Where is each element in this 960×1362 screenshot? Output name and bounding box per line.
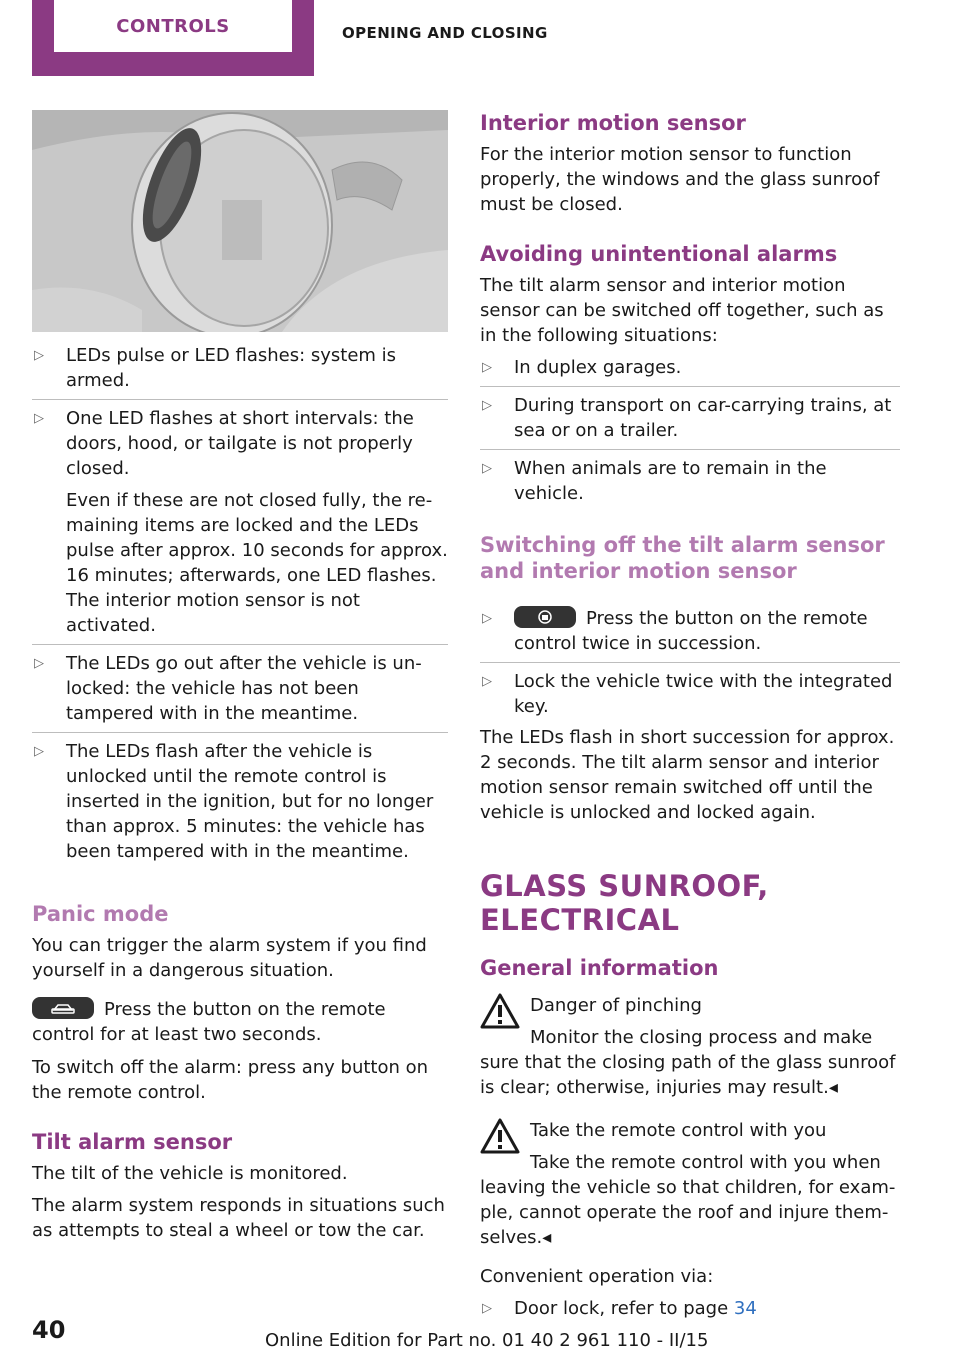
triangle-right-icon: ▷ [482,611,492,626]
divider [480,662,900,663]
divider [32,399,448,400]
section-label: OPENING AND CLOSING [342,24,548,42]
warning-title: Take the remote control with you [530,1120,827,1141]
warning-triangle-icon [480,1118,520,1154]
list-item-note: Even if these are not closed fully, the remaining items are locked and the LEDs pulse after approx. 10 seconds for approx. 16 minutes; afterwards, one LED flashes. The interior motion sensor is not activated. [66,490,448,636]
avoid-alarms-list [480,355,900,506]
divider [32,644,448,645]
avoid-alarms-text: The tilt alarm sensor and interior motion sensor can be switched off together, such as in the following situations: [480,275,884,346]
convenient-operation-list [480,1296,900,1321]
right-column [480,110,900,1321]
list-item: ▷ When animals are to remain in the vehicle. [482,458,827,504]
divider [480,449,900,450]
warning-remote [480,1118,900,1250]
warning-text: Take the remote control with you when leaving the vehicle so that children, for example, cannot operate the roof and injure themselves.◂ [480,1152,896,1248]
header-tab [32,0,314,76]
left-column [32,110,448,1243]
triangle-right-icon: ▷ [482,461,492,476]
warning-title: Danger of pinching [530,995,702,1016]
list-item: ▷ Press the button on the remote control twice in succession. [482,608,868,654]
triangle-right-icon: ▷ [482,1301,492,1316]
triangle-right-icon: ▷ [34,411,44,426]
tilt-alarm-p2: The alarm system responds in situations such as attempts to steal a wheel or tow the car. [32,1195,445,1241]
warning-pinching [480,993,900,1100]
interior-motion-text: For the interior motion sensor to function properly, the windows and the glass sunroof must be closed. [480,144,880,215]
divider [32,732,448,733]
list-item: ▷ Door lock, refer to page 34 [482,1298,757,1319]
panic-mode-intro: You can trigger the alarm system if you find yourself in a dangerous situation. [32,935,427,981]
warning-text: Monitor the closing process and make sure that the closing path of the glass sunroof is clear; otherwise, injuries may result.◂ [480,1027,896,1098]
triangle-right-icon: ▷ [34,656,44,671]
lock-key-button-icon [514,606,576,628]
triangle-right-icon: ▷ [34,744,44,759]
instrument-cluster-photo [32,110,448,332]
switch-off-list [480,606,900,719]
list-item: ▷ LEDs pulse or LED flashes: system is armed. [34,345,397,391]
page-link[interactable]: 34 [733,1298,757,1319]
car-key-button-icon [32,997,94,1019]
list-item: ▷ Lock the vehicle twice with the integrated key. [482,671,893,717]
general-info-heading: General information [480,956,719,980]
list-item: ▷ The LEDs go out after the vehicle is unlocked: the vehicle has not been tampered with in the meantime. [34,653,422,724]
convenient-operation-text: Convenient operation via: [480,1266,714,1287]
instrument-cluster-illustration [32,110,448,332]
tilt-alarm-p1: The tilt of the vehicle is monitored. [32,1163,348,1184]
list-item: ▷ One LED flashes at short intervals: the doors, hood, or tailgate is not properly closed. Even if these are not closed fully, the remaining items are locked and the LEDs pulse after approx. 10 seconds for approx. 16 minutes; afterwards, one LED flashes. The interior motion sensor is not activated. [34,408,448,636]
list-item: ▷ During transport on car-carrying trains, at sea or on a trailer. [482,395,892,441]
divider [480,386,900,387]
triangle-right-icon: ▷ [482,398,492,413]
warning-triangle-icon [480,993,520,1029]
switch-off-result: The LEDs flash in short succession for approx. 2 seconds. The tilt alarm sensor and interior motion sensor remain switched off until the vehicle is unlocked and locked again. [480,727,895,823]
triangle-right-icon: ▷ [34,348,44,363]
sunroof-heading: GLASS SUNROOF, ELECTRICAL [480,869,769,937]
chapter-label: CONTROLS [116,15,230,37]
triangle-right-icon: ▷ [482,360,492,375]
led-status-list [32,343,448,864]
list-item: ▷ In duplex garages. [482,357,682,378]
page-number: 40 [32,1316,66,1344]
edition-footer: Online Edition for Part no. 01 40 2 961 110 - II/15 [265,1330,709,1351]
triangle-right-icon: ▷ [482,674,492,689]
list-item: ▷ The LEDs flash after the vehicle is unlocked until the remote control is inserted in the ignition, but for no longer than approx. 5 minutes: the vehicle has been tampered with in the meantime. [34,741,434,862]
tilt-alarm-heading: Tilt alarm sensor [32,1130,233,1154]
interior-motion-heading: Interior motion sensor [480,111,746,135]
panic-mode-switch-off: To switch off the alarm: press any button on the remote control. [32,1057,429,1103]
avoid-alarms-heading: Avoiding unintentional alarms [480,242,838,266]
panic-mode-heading: Panic mode [32,902,169,926]
switch-off-heading: Switching off the tilt alarm sensor and interior motion sensor [480,533,885,583]
header-tab-inner [54,0,292,52]
panic-mode-instruction: Press the button on the remote control for at least two seconds. [32,999,386,1045]
